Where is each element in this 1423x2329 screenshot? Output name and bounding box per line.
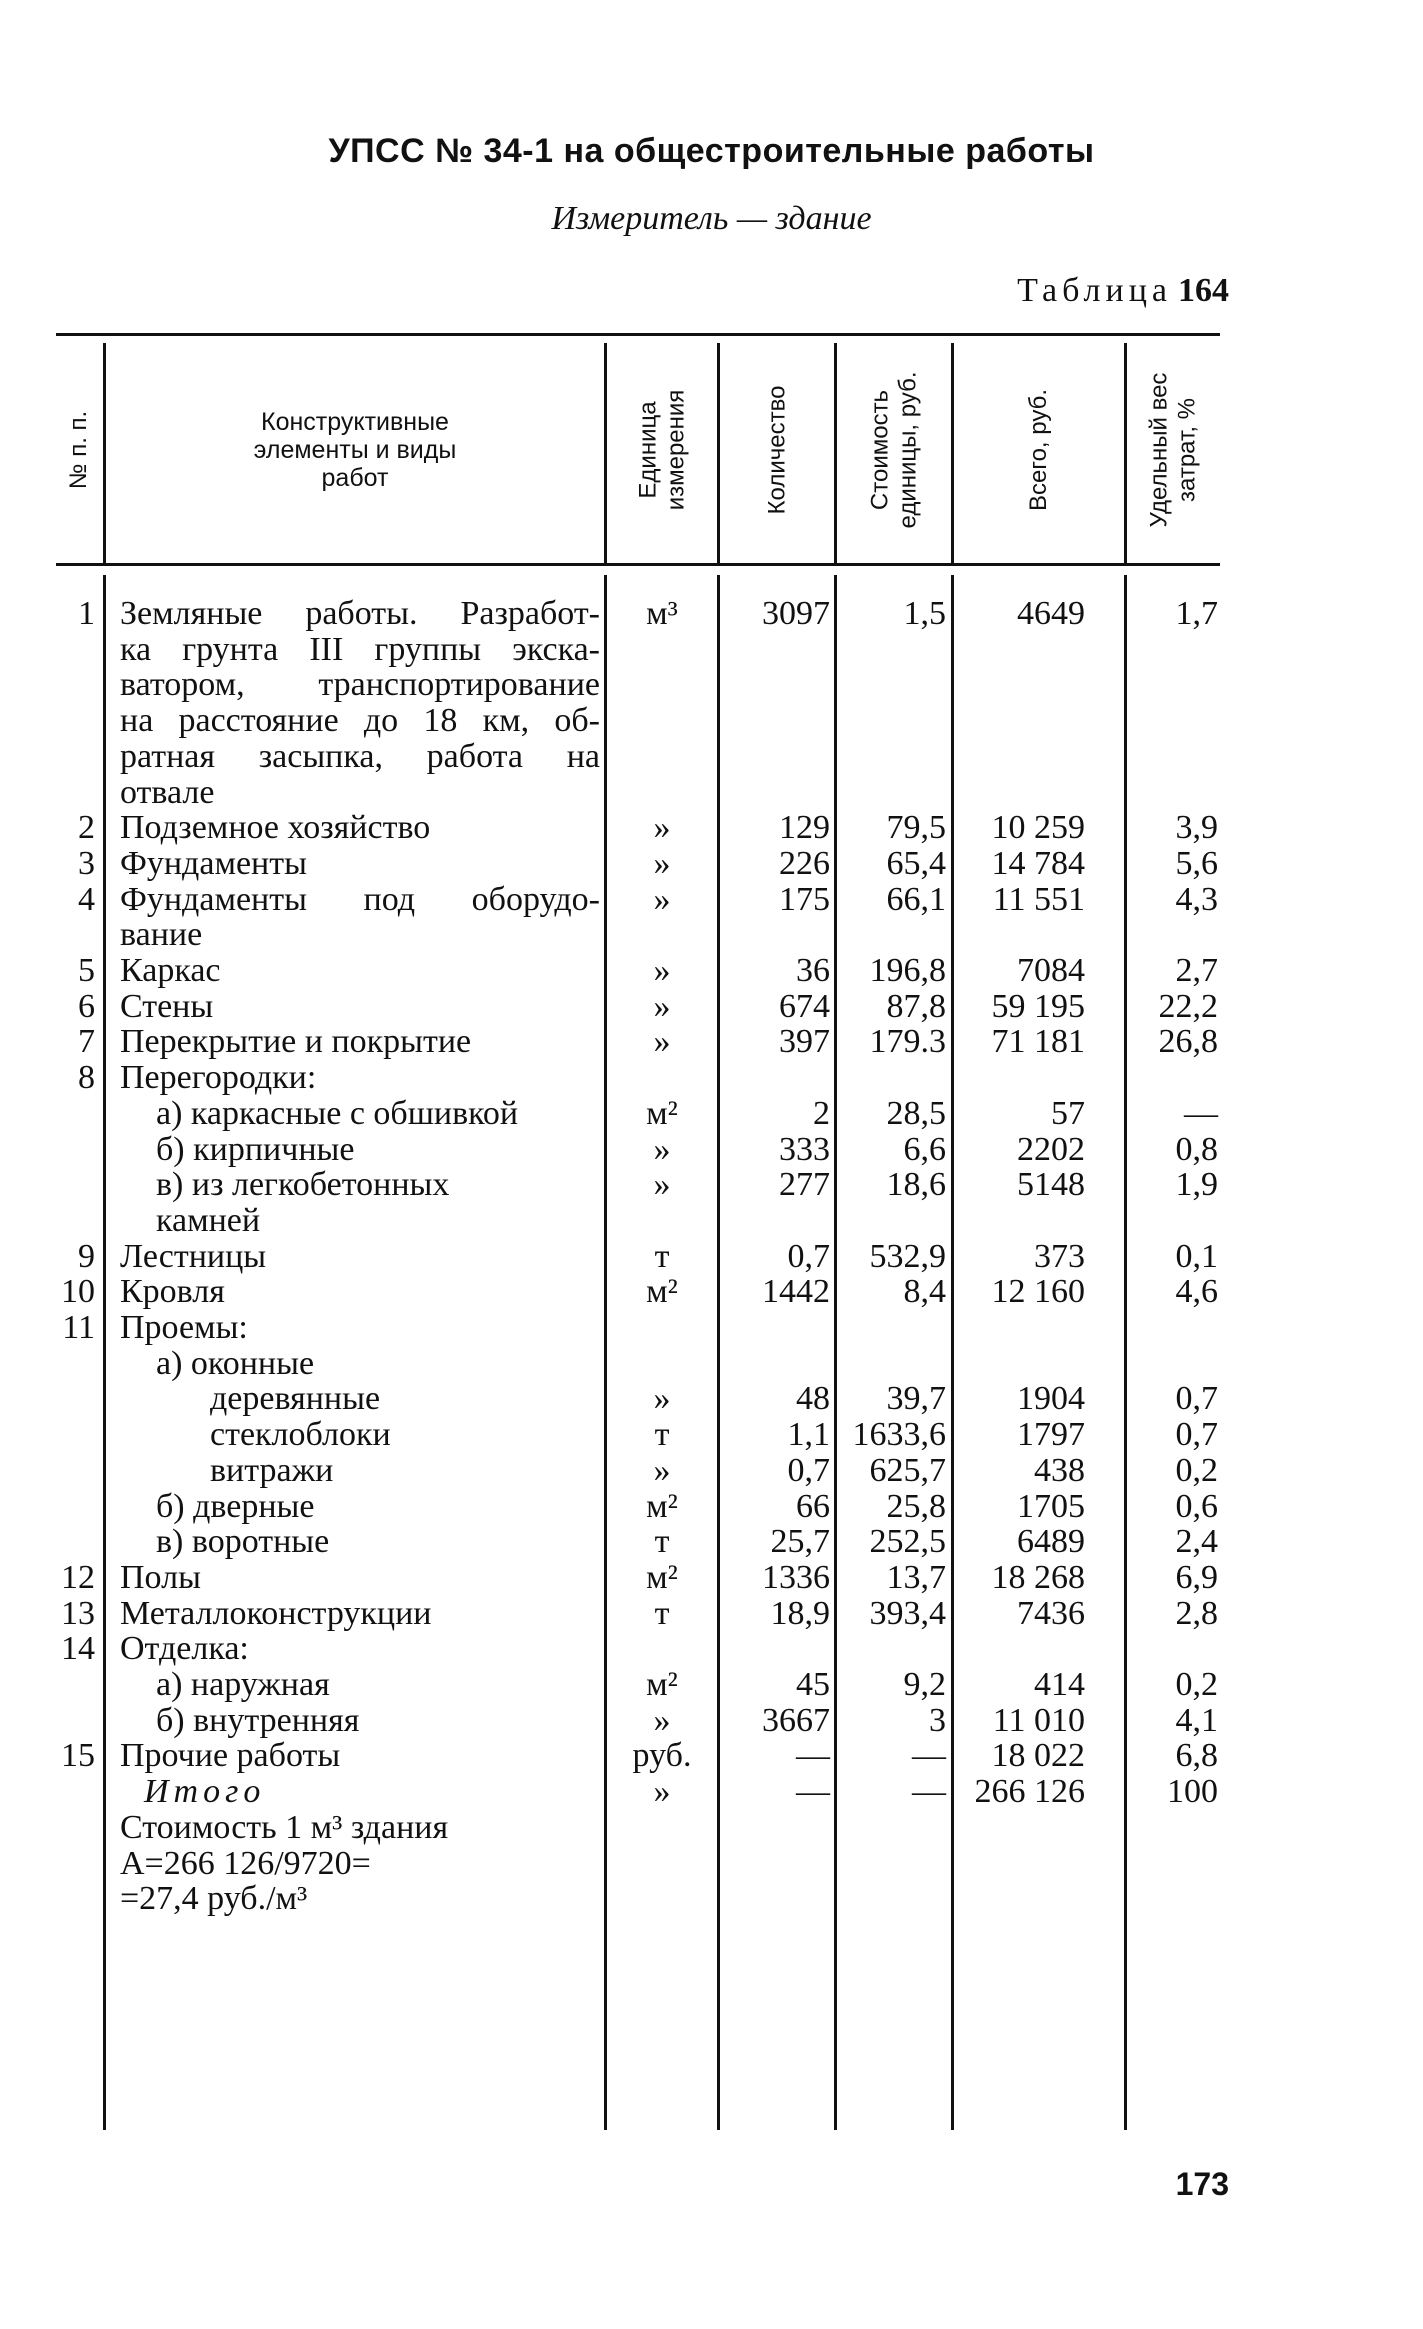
cell-unit: м² [646, 1487, 678, 1525]
cell-total: 57 [1051, 1094, 1085, 1132]
cell-no: 14 [61, 1630, 95, 1668]
cell-share: 1,7 [1175, 595, 1218, 632]
cell-qty: 1442 [762, 1273, 830, 1311]
page-subtitle: Измеритель — здание [551, 200, 872, 237]
cell-no: 5 [78, 952, 95, 989]
cell-name: деревянные [210, 1380, 381, 1418]
table-label [1017, 272, 1229, 310]
cell-unit: » [653, 952, 671, 989]
cell-qty: 397 [779, 1023, 830, 1061]
cell-total: 71 181 [991, 1023, 1085, 1061]
cell-name: в) из легкобетонных [156, 1166, 450, 1204]
cell-cost: 393,4 [869, 1594, 946, 1632]
cell-unit: м² [646, 1666, 678, 1703]
cell-no: 15 [61, 1737, 95, 1775]
cell-total: 18 022 [991, 1737, 1085, 1775]
cell-cost: 3 [929, 1701, 946, 1739]
column-divider [1124, 575, 1127, 2130]
cell-no: 3 [78, 844, 95, 882]
cell-total: 266 126 [974, 1773, 1085, 1811]
cell-name: Итого [144, 1773, 266, 1811]
cell-share: 0,2 [1175, 1451, 1218, 1489]
cell-total: 59 195 [991, 987, 1085, 1025]
cell-cost: 79,5 [886, 809, 946, 847]
page-number: 173 [1175, 2166, 1229, 2202]
cell-qty: — [796, 1737, 830, 1775]
page-title: УПСС № 34-1 на общестроительные работы [328, 132, 1095, 170]
cell-cost: 18,6 [886, 1166, 946, 1204]
cell-share: 0,2 [1175, 1666, 1218, 1703]
cell-unit: » [653, 880, 671, 918]
cell-share: 4,1 [1175, 1701, 1218, 1739]
cell-name: Прочие работы [120, 1737, 341, 1775]
cell-share: 2,4 [1175, 1523, 1218, 1561]
cell-qty: 66 [796, 1487, 830, 1525]
cell-name: б) дверные [156, 1487, 315, 1525]
cell-total: 11 551 [992, 880, 1085, 918]
cell-name: Фундаменты [120, 844, 307, 882]
cell-name: Отделка: [120, 1630, 249, 1668]
cell-unit: м² [646, 1273, 678, 1311]
table-label-text: Таблица [1017, 272, 1172, 309]
column-header-total: Всего, руб. [1025, 388, 1052, 511]
cell-unit: м² [646, 1558, 678, 1596]
cell-cost: 6,6 [903, 1130, 946, 1168]
cell-unit: » [653, 987, 671, 1025]
cell-unit: т [654, 1594, 670, 1632]
column-header-qty: Количество [763, 385, 791, 514]
cell-unit: руб. [632, 1737, 692, 1775]
cell-share: 6,9 [1175, 1558, 1218, 1596]
table-header-rule [56, 563, 1220, 566]
cell-total: 1797 [1017, 1416, 1085, 1454]
cell-cost: — [912, 1737, 946, 1775]
cell-cost: 65,4 [886, 844, 946, 882]
cell-total: 438 [1034, 1451, 1085, 1489]
cell-cost: 28,5 [886, 1094, 946, 1132]
cell-cost: 8,4 [903, 1273, 946, 1311]
cell-share: 5,6 [1175, 844, 1218, 882]
cell-qty: 226 [779, 844, 830, 882]
cell-cost: 66,1 [886, 880, 946, 918]
cell-share: 1,9 [1175, 1166, 1218, 1204]
cell-no: 4 [78, 880, 95, 918]
cell-name: Стены [120, 987, 214, 1025]
column-header-unit: Единица измерения [634, 389, 690, 510]
cell-name: Проемы: [120, 1309, 248, 1346]
cell-name: =27,4 руб./м³ [120, 1880, 308, 1918]
cell-qty: 1,1 [787, 1416, 830, 1454]
table-number: 164 [1178, 272, 1229, 309]
cell-cost: 87,8 [886, 987, 946, 1025]
cell-name: камней [156, 1201, 261, 1239]
cell-cost: 252,5 [869, 1523, 946, 1561]
cell-share: 0,7 [1175, 1380, 1218, 1418]
cell-cost: 196,8 [869, 952, 946, 989]
cell-total: 373 [1034, 1237, 1085, 1275]
cell-name: в) воротные [156, 1523, 330, 1561]
cell-unit: » [653, 1701, 671, 1739]
column-header-name: Конструктивные элементы и виды работ [253, 408, 457, 492]
cell-unit: » [653, 1023, 671, 1061]
cell-name: стеклоблоки [210, 1416, 391, 1454]
cell-unit: м³ [646, 595, 678, 632]
cell-name: ка грунта III группы экска- [120, 630, 600, 668]
cell-qty: 333 [779, 1130, 830, 1168]
cell-name: Земляные работы. Разработ- [120, 595, 600, 632]
cell-name: вание [120, 916, 203, 954]
cell-total: 1904 [1017, 1380, 1085, 1418]
cell-cost: 39,7 [886, 1380, 946, 1418]
cell-qty: — [796, 1773, 830, 1811]
cell-name: отвале [120, 773, 215, 811]
cell-qty: 3667 [762, 1701, 830, 1739]
cell-share: 0,7 [1175, 1416, 1218, 1454]
cell-share: 6,8 [1175, 1737, 1218, 1775]
cell-total: 11 010 [992, 1701, 1085, 1739]
cell-name: A=266 126/9720= [120, 1844, 371, 1882]
cell-no: 6 [78, 987, 95, 1025]
cell-share: 100 [1167, 1773, 1218, 1811]
cell-name: Перегородки: [120, 1059, 317, 1097]
cell-total: 5148 [1017, 1166, 1085, 1204]
cell-no: 1 [78, 595, 95, 632]
cell-share: 3,9 [1175, 809, 1218, 847]
cell-name: Фундаменты под оборудо- [120, 880, 600, 918]
cell-cost: 532,9 [869, 1237, 946, 1275]
cell-no: 11 [62, 1309, 95, 1346]
column-divider [951, 575, 954, 2130]
cell-qty: 18,9 [770, 1594, 830, 1632]
cell-unit: » [653, 809, 671, 847]
column-header-no: № п. п. [65, 410, 93, 489]
cell-unit: т [654, 1237, 670, 1275]
cell-qty: 1336 [762, 1558, 830, 1596]
cell-name: б) кирпичные [156, 1130, 355, 1168]
cell-qty: 0,7 [787, 1237, 830, 1275]
cell-total: 6489 [1017, 1523, 1085, 1561]
cell-name: а) наружная [156, 1666, 330, 1703]
cell-name: Подземное хозяйство [120, 809, 431, 847]
cell-share: 0,8 [1175, 1130, 1218, 1168]
cell-total: 10 259 [991, 809, 1085, 847]
cell-no: 2 [78, 809, 95, 847]
cell-unit: м² [646, 1094, 678, 1132]
cell-qty: 45 [796, 1666, 830, 1703]
cell-no: 8 [78, 1059, 95, 1097]
cell-no: 12 [61, 1558, 95, 1596]
cell-no: 9 [78, 1237, 95, 1275]
cell-cost: 13,7 [886, 1558, 946, 1596]
column-divider [834, 575, 837, 2130]
cell-name: а) каркасные с обшивкой [156, 1094, 519, 1132]
cell-cost: 1,5 [903, 595, 946, 632]
cell-total: 14 784 [991, 844, 1085, 882]
column-divider [103, 575, 106, 2130]
cell-name: а) оконные [156, 1344, 315, 1382]
cell-total: 7436 [1017, 1594, 1085, 1632]
cell-qty: 674 [779, 987, 830, 1025]
cell-cost: 625,7 [869, 1451, 946, 1489]
cell-qty: 48 [796, 1380, 830, 1418]
cell-no: 13 [61, 1594, 95, 1632]
cell-qty: 2 [813, 1094, 830, 1132]
cell-share: 0,1 [1175, 1237, 1218, 1275]
cell-total: 7084 [1017, 952, 1085, 989]
cell-share: — [1184, 1094, 1218, 1132]
cell-no: 10 [61, 1273, 95, 1311]
cell-name: Стоимость 1 м³ здания [120, 1808, 449, 1846]
cell-qty: 0,7 [787, 1451, 830, 1489]
cell-unit: » [653, 1166, 671, 1204]
cell-qty: 3097 [762, 595, 830, 632]
cell-name: ватором, транспортирование [120, 666, 600, 704]
cell-unit: т [654, 1523, 670, 1561]
column-divider [717, 575, 720, 2130]
cell-name: ратная засыпка, работа на [120, 737, 600, 775]
cell-unit: » [653, 1380, 671, 1418]
cell-total: 18 268 [991, 1558, 1085, 1596]
cell-share: 4,3 [1175, 880, 1218, 918]
cell-name: витражи [210, 1451, 334, 1489]
cell-unit: » [653, 844, 671, 882]
cell-name: на расстояние до 18 км, об- [120, 702, 600, 740]
cell-share: 4,6 [1175, 1273, 1218, 1311]
cell-cost: 179.3 [869, 1023, 946, 1061]
cell-cost: 9,2 [903, 1666, 946, 1703]
cell-share: 0,6 [1175, 1487, 1218, 1525]
cell-share: 26,8 [1158, 1023, 1218, 1061]
cell-name: Перекрытие и покрытие [120, 1023, 472, 1061]
cell-name: Лестницы [120, 1237, 267, 1275]
cell-name: б) внутренняя [156, 1701, 360, 1739]
cell-unit: т [654, 1416, 670, 1454]
cell-total: 4649 [1017, 595, 1085, 632]
cell-cost: — [912, 1773, 946, 1811]
cell-share: 2,7 [1175, 952, 1218, 989]
column-header-share: Удельный вес затрат, % [1145, 372, 1201, 527]
cell-share: 22,2 [1158, 987, 1218, 1025]
cell-unit: » [653, 1451, 671, 1489]
cell-name: Каркас [120, 952, 221, 989]
cell-qty: 175 [779, 880, 830, 918]
cell-cost: 25,8 [886, 1487, 946, 1525]
column-header-cost: Стоимость единицы, руб. [866, 371, 922, 528]
cell-qty: 36 [796, 952, 830, 989]
cell-qty: 25,7 [770, 1523, 830, 1561]
cell-name: Металлоконструкции [120, 1594, 432, 1632]
cell-qty: 129 [779, 809, 830, 847]
cell-qty: 277 [779, 1166, 830, 1204]
cell-cost: 1633,6 [852, 1416, 946, 1454]
cell-unit: » [653, 1773, 671, 1811]
cell-no: 7 [78, 1023, 95, 1061]
cell-name: Полы [120, 1558, 201, 1596]
cell-total: 414 [1034, 1666, 1085, 1703]
cell-name: Кровля [120, 1273, 225, 1311]
cell-total: 1705 [1017, 1487, 1085, 1525]
cell-share: 2,8 [1175, 1594, 1218, 1632]
cell-total: 2202 [1017, 1130, 1085, 1168]
cell-total: 12 160 [991, 1273, 1085, 1311]
cell-unit: » [653, 1130, 671, 1168]
